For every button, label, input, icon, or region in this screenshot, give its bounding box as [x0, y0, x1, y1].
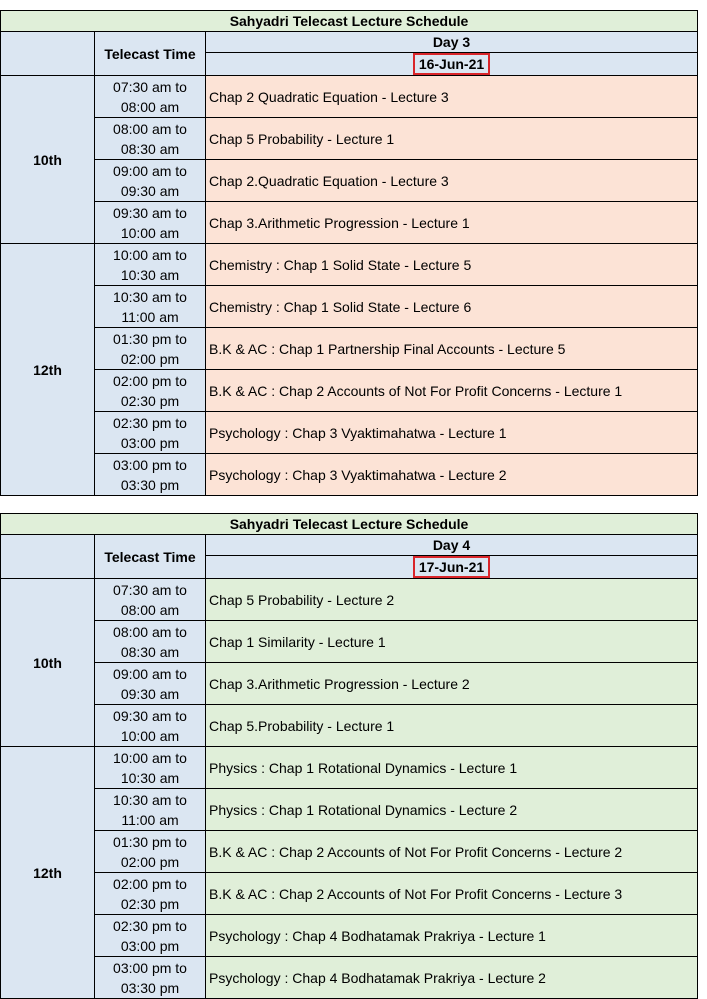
table-row [1, 831, 698, 873]
schedule-title: Sahyadri Telecast Lecture Schedule [1, 514, 698, 535]
time-start: 03:00 pm to [113, 959, 187, 976]
lecture-subject: Chap 5 Probability - Lecture 2 [206, 579, 698, 621]
table-row [1, 454, 698, 496]
table-row [1, 663, 698, 705]
grade-label: 10th [1, 76, 95, 244]
time-end: 03:00 pm [120, 434, 180, 451]
time-end: 08:00 am [120, 601, 180, 618]
time-cell [95, 831, 206, 873]
time-cell [95, 789, 206, 831]
lecture-subject: Chap 2 Quadratic Equation - Lecture 3 [206, 76, 698, 118]
lecture-subject: Chap 3.Arithmetic Progression - Lecture 1 [206, 202, 698, 244]
table-row [1, 789, 698, 831]
time-cell [95, 957, 206, 999]
date-highlight-box: 16-Jun-21 [413, 53, 490, 75]
lecture-subject: Psychology : Chap 3 Vyaktimahatwa - Lecture 1 [206, 412, 698, 454]
time-end: 11:00 am [121, 811, 179, 828]
time-cell [95, 412, 206, 454]
time-end: 02:30 pm [120, 895, 180, 912]
date-highlight-box: 17-Jun-21 [413, 556, 490, 578]
time-cell [95, 705, 206, 747]
time-start: 08:00 am to [113, 623, 187, 640]
schedule-table [0, 513, 698, 999]
table-row [1, 579, 698, 621]
time-cell [95, 160, 206, 202]
time-start: 01:30 pm to [113, 833, 187, 850]
time-start: 09:30 am to [113, 204, 187, 221]
lecture-subject: Chap 5.Probability - Lecture 1 [206, 705, 698, 747]
table-row [1, 160, 698, 202]
grade-label: 10th [1, 579, 95, 747]
lecture-subject: Physics : Chap 1 Rotational Dynamics - Lecture 1 [206, 747, 698, 789]
lecture-subject: Psychology : Chap 3 Vyaktimahatwa - Lecture 2 [206, 454, 698, 496]
time-cell [95, 621, 206, 663]
time-start: 09:30 am to [113, 707, 187, 724]
table-row [1, 705, 698, 747]
time-cell [95, 579, 206, 621]
time-start: 09:00 am to [113, 162, 187, 179]
table-row [1, 286, 698, 328]
lecture-subject: Physics : Chap 1 Rotational Dynamics - Lecture 2 [206, 789, 698, 831]
date-header [206, 556, 698, 579]
time-end: 10:00 am [120, 727, 180, 744]
time-start: 01:30 pm to [113, 330, 187, 347]
time-end: 03:30 pm [120, 476, 180, 493]
lecture-subject: B.K & AC : Chap 1 Partnership Final Accounts - Lecture 5 [206, 328, 698, 370]
lecture-subject: B.K & AC : Chap 2 Accounts of Not For Profit Concerns - Lecture 1 [206, 370, 698, 412]
time-cell [95, 328, 206, 370]
time-end: 03:00 pm [120, 937, 180, 954]
schedule-table [0, 10, 698, 496]
time-start: 10:00 am to [113, 749, 187, 766]
time-start: 03:00 pm to [113, 456, 187, 473]
header-blank-cell [1, 535, 95, 579]
lecture-subject: B.K & AC : Chap 2 Accounts of Not For Profit Concerns - Lecture 2 [206, 831, 698, 873]
telecast-time-header: Telecast Time [95, 535, 206, 579]
table-row [1, 873, 698, 915]
time-cell [95, 873, 206, 915]
day-header: Day 4 [206, 535, 698, 556]
time-cell [95, 454, 206, 496]
lecture-subject: Chemistry : Chap 1 Solid State - Lecture 5 [206, 244, 698, 286]
lecture-subject: Chap 3.Arithmetic Progression - Lecture 2 [206, 663, 698, 705]
time-start: 07:30 am to [113, 581, 187, 598]
lecture-subject: Chap 5 Probability - Lecture 1 [206, 118, 698, 160]
time-end: 10:30 am [120, 266, 180, 283]
day-header: Day 3 [206, 32, 698, 53]
time-start: 10:30 am to [113, 288, 187, 305]
lecture-subject: Chap 2.Quadratic Equation - Lecture 3 [206, 160, 698, 202]
time-start: 02:30 pm to [113, 917, 187, 934]
lecture-subject: Chemistry : Chap 1 Solid State - Lecture 6 [206, 286, 698, 328]
table-row [1, 747, 698, 789]
time-end: 08:00 am [120, 98, 180, 115]
grade-label: 12th [1, 244, 95, 496]
time-cell [95, 202, 206, 244]
time-start: 02:30 pm to [113, 414, 187, 431]
time-cell [95, 244, 206, 286]
table-row [1, 412, 698, 454]
time-cell [95, 747, 206, 789]
time-cell [95, 76, 206, 118]
table-row [1, 370, 698, 412]
time-cell [95, 915, 206, 957]
time-end: 10:00 am [120, 224, 180, 241]
time-end: 09:30 am [120, 182, 180, 199]
table-row [1, 621, 698, 663]
lecture-subject: Chap 1 Similarity - Lecture 1 [206, 621, 698, 663]
time-start: 08:00 am to [113, 120, 187, 137]
table-row [1, 76, 698, 118]
table-row [1, 202, 698, 244]
table-row [1, 328, 698, 370]
time-start: 02:00 pm to [113, 372, 187, 389]
time-start: 10:30 am to [113, 791, 187, 808]
grade-label: 12th [1, 747, 95, 999]
time-cell [95, 370, 206, 412]
table-row [1, 244, 698, 286]
time-end: 09:30 am [120, 685, 180, 702]
lecture-subject: Psychology : Chap 4 Bodhatamak Prakriya - Lecture 2 [206, 957, 698, 999]
time-end: 03:30 pm [120, 979, 180, 996]
time-end: 08:30 am [120, 643, 180, 660]
time-end: 02:30 pm [120, 392, 180, 409]
lecture-subject: Psychology : Chap 4 Bodhatamak Prakriya - Lecture 1 [206, 915, 698, 957]
table-row [1, 118, 698, 160]
date-header [206, 53, 698, 76]
time-end: 10:30 am [120, 769, 180, 786]
table-row [1, 915, 698, 957]
time-start: 09:00 am to [113, 665, 187, 682]
time-end: 02:00 pm [120, 853, 180, 870]
table-row [1, 957, 698, 999]
time-cell [95, 118, 206, 160]
telecast-time-header: Telecast Time [95, 32, 206, 76]
schedule-title: Sahyadri Telecast Lecture Schedule [1, 11, 698, 32]
time-end: 02:00 pm [120, 350, 180, 367]
time-end: 11:00 am [121, 308, 179, 325]
time-cell [95, 286, 206, 328]
header-blank-cell [1, 32, 95, 76]
time-end: 08:30 am [120, 140, 180, 157]
lecture-subject: B.K & AC : Chap 2 Accounts of Not For Profit Concerns - Lecture 3 [206, 873, 698, 915]
time-cell [95, 663, 206, 705]
time-start: 10:00 am to [113, 246, 187, 263]
time-start: 07:30 am to [113, 78, 187, 95]
time-start: 02:00 pm to [113, 875, 187, 892]
